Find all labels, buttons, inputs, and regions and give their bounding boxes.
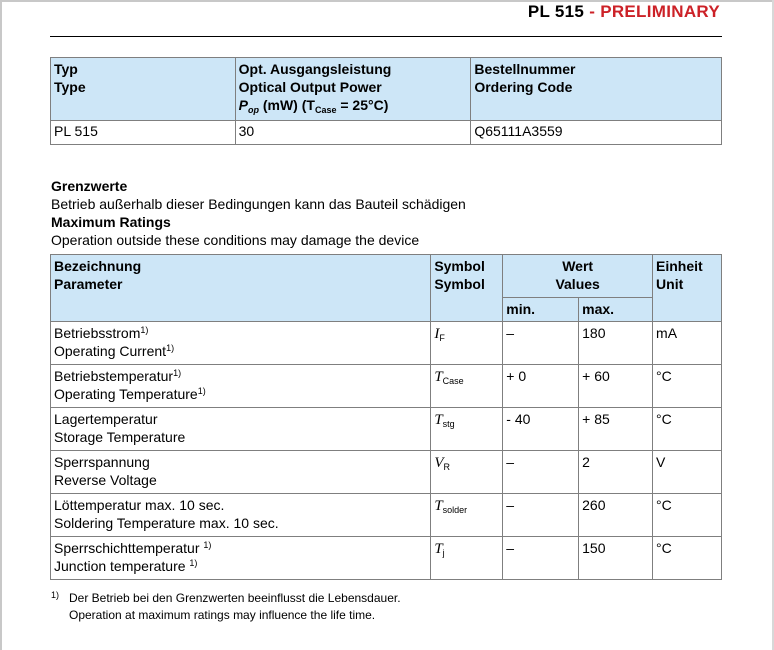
header-parameter-de: Bezeichnung: [54, 258, 142, 274]
min-cell: + 0: [503, 365, 579, 408]
unit-cell: °C: [653, 408, 722, 451]
footnote-mark: 1): [51, 590, 60, 600]
param-de-text: Betriebsstrom: [54, 325, 141, 341]
header-ordering-en: Ordering Code: [474, 79, 573, 95]
param-en-text: Storage Temperature: [54, 429, 186, 445]
header-min: min.: [503, 298, 579, 322]
table-row: [51, 322, 722, 365]
section-title-en: Maximum Ratings: [51, 214, 171, 230]
header-ordering: [471, 58, 722, 121]
symbol: T: [434, 412, 443, 428]
param-en: [54, 342, 427, 360]
header-parameter: [51, 255, 431, 322]
footnote: [51, 590, 401, 624]
unit-cell: °C: [653, 494, 722, 537]
param-en: [54, 385, 427, 403]
unit-cell: mA: [653, 322, 722, 365]
param-cell: [51, 451, 431, 494]
param-en: [54, 428, 427, 446]
power-cond-sub: Case: [314, 105, 337, 115]
min-cell: –: [503, 322, 579, 365]
document-header: [528, 2, 720, 22]
param-de: [54, 453, 427, 471]
symbol-cell: [431, 494, 503, 537]
min-cell: - 40: [503, 408, 579, 451]
header-ordering-de: Bestellnummer: [474, 61, 576, 77]
symbol-cell: [431, 537, 503, 580]
symbol: T: [434, 498, 443, 514]
max-cell: 2: [579, 451, 653, 494]
min-cell: –: [503, 494, 579, 537]
table-row: [51, 451, 722, 494]
symbol-cell: [431, 408, 503, 451]
type-table-header: [51, 58, 722, 121]
cell-type: PL 515: [51, 121, 236, 145]
param-en: [54, 514, 427, 532]
header-unit: [653, 255, 722, 322]
param-cell: [51, 494, 431, 537]
symbol-sub: j: [442, 548, 445, 558]
footnote-ref: 1): [197, 386, 206, 396]
symbol: T: [434, 541, 443, 557]
header-type-en: Type: [54, 79, 86, 95]
header-separator: -: [589, 2, 596, 21]
table-row: [51, 408, 722, 451]
table-row: [51, 537, 722, 580]
param-de: [54, 324, 427, 342]
header-type: [51, 58, 236, 121]
section-title-de: Grenzwerte: [51, 178, 128, 194]
symbol-sub: Case: [442, 376, 464, 386]
header-unit-en: Unit: [656, 276, 684, 292]
param-de-text: Löttemperatur max. 10 sec.: [54, 497, 225, 513]
part-number: PL 515: [527, 2, 585, 21]
table-row: [51, 121, 722, 145]
param-de: [54, 539, 427, 557]
max-cell: 180: [579, 322, 653, 365]
symbol-sub: R: [443, 462, 450, 472]
table-row: [51, 494, 722, 537]
symbol-sub: stg: [442, 419, 455, 429]
param-en-text: Operating Current: [54, 343, 167, 359]
param-de-text: Sperrschichttemperatur: [54, 540, 204, 556]
max-cell: + 60: [579, 365, 653, 408]
ratings-table: [50, 254, 722, 580]
param-cell: [51, 408, 431, 451]
param-de: [54, 496, 427, 514]
table-row: [51, 365, 722, 408]
header-rule: [50, 36, 722, 37]
param-en: [54, 471, 427, 489]
unit-cell: °C: [653, 537, 722, 580]
type-table: [50, 57, 722, 145]
symbol-sub: solder: [442, 505, 468, 515]
header-power: [235, 58, 471, 121]
param-en: [54, 557, 427, 575]
param-de-text: Betriebstemperatur: [54, 368, 174, 384]
header-symbol: [431, 255, 503, 322]
param-cell: [51, 537, 431, 580]
param-de: [54, 410, 427, 428]
footnote-ref: 1): [189, 558, 198, 568]
symbol-cell: [431, 322, 503, 365]
header-symbol-de: Symbol: [434, 258, 485, 274]
min-cell: –: [503, 537, 579, 580]
footnote-ref: 1): [166, 343, 175, 353]
cell-ordering-code: Q65111A3559: [471, 121, 722, 145]
header-type-de: Typ: [54, 61, 78, 77]
symbol-cell: [431, 451, 503, 494]
symbol: V: [434, 455, 444, 471]
header-unit-de: Einheit: [656, 258, 703, 274]
param-en-text: Soldering Temperature max. 10 sec.: [54, 515, 279, 531]
power-symbol: P: [238, 97, 248, 113]
footnote-ref: 1): [140, 325, 149, 335]
footnote-de: Der Betrieb bei den Grenzwerten beeinflusst die Lebensdauer.: [69, 591, 401, 605]
symbol: I: [434, 326, 440, 342]
header-symbol-en: Symbol: [434, 276, 485, 292]
preliminary-label: PRELIMINARY: [600, 2, 720, 21]
max-cell: + 85: [579, 408, 653, 451]
param-de: [54, 367, 427, 385]
unit-cell: °C: [653, 365, 722, 408]
unit-cell: V: [653, 451, 722, 494]
param-en-text: Operating Temperature: [54, 386, 198, 402]
header-values-de: Wert: [562, 258, 594, 274]
footnote-ref: 1): [173, 368, 182, 378]
window-frame-left: [0, 0, 2, 650]
footnote-ref: 1): [203, 540, 212, 550]
header-max: max.: [579, 298, 653, 322]
ratings-header-row: [51, 255, 722, 298]
param-en-text: Reverse Voltage: [54, 472, 157, 488]
header-values: [503, 255, 653, 298]
param-cell: [51, 322, 431, 365]
header-values-en: Values: [555, 276, 600, 292]
power-unit-cond: (mW) (T: [262, 97, 315, 113]
max-cell: 260: [579, 494, 653, 537]
section-desc-en: Operation outside these conditions may damage the device: [51, 232, 420, 248]
header-parameter-en: Parameter: [54, 276, 123, 292]
symbol-sub: F: [439, 333, 445, 343]
symbol: T: [434, 369, 443, 385]
param-de-text: Sperrspannung: [54, 454, 150, 470]
power-cond-val: = 25°C): [336, 97, 389, 113]
power-symbol-sub: op: [247, 105, 259, 115]
cell-power: 30: [235, 121, 471, 145]
header-power-unit: [239, 96, 468, 119]
header-power-en: Optical Output Power: [238, 79, 382, 95]
min-cell: –: [503, 451, 579, 494]
footnote-en: Operation at maximum ratings may influence the life time.: [69, 608, 376, 622]
param-cell: [51, 365, 431, 408]
header-power-de: Opt. Ausgangsleistung: [238, 61, 392, 77]
section-desc-de: Betrieb außerhalb dieser Bedingungen kann das Bauteil schädigen: [51, 196, 466, 212]
max-cell: 150: [579, 537, 653, 580]
param-en-text: Junction temperature: [54, 558, 190, 574]
symbol-cell: [431, 365, 503, 408]
param-de-text: Lagertemperatur: [54, 411, 158, 427]
